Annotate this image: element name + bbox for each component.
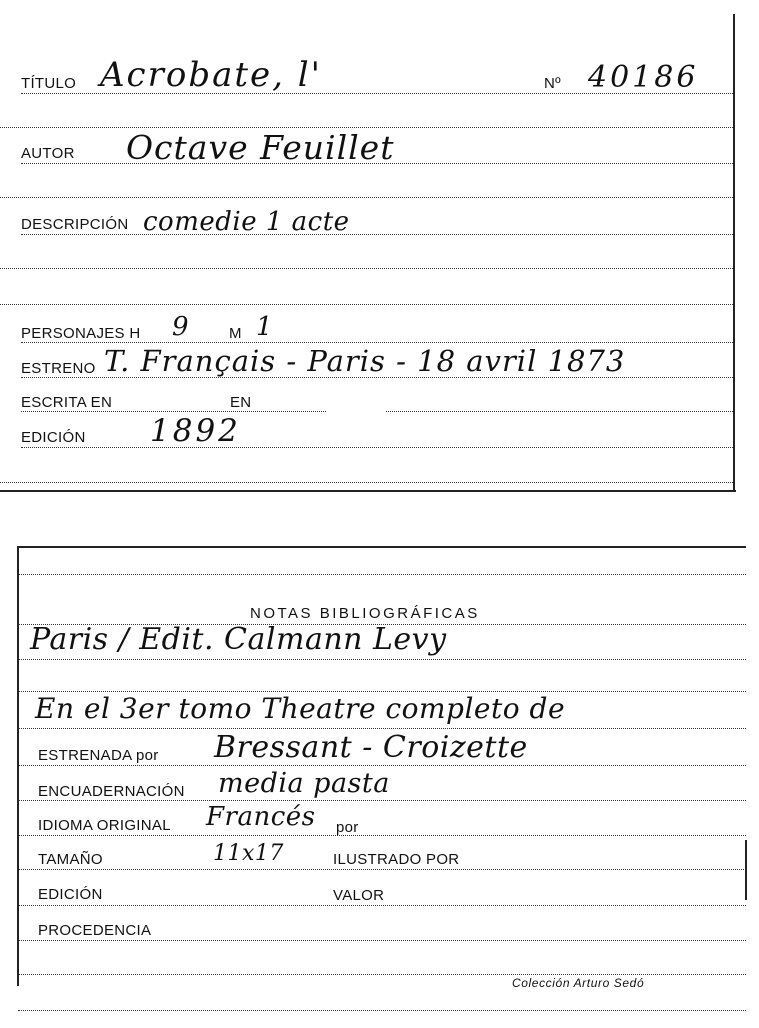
encuadernacion-value: media pasta <box>218 768 390 799</box>
dotted-rule <box>18 905 746 906</box>
estreno-value: T. Français - Paris - 18 avril 1873 <box>104 344 626 378</box>
personajes-h-value: 9 <box>172 312 190 342</box>
dotted-rule <box>21 234 733 235</box>
ilustrado-label: ILUSTRADO POR <box>333 851 460 868</box>
edicion-value: 1892 <box>150 413 241 449</box>
card-left-border <box>17 546 19 986</box>
note-line-2: En el 3er tomo Theatre completo de <box>35 692 566 725</box>
numero-label: Nº <box>544 75 561 92</box>
dotted-rule <box>386 411 733 412</box>
edicion-label: EDICIÓN <box>21 429 86 446</box>
estrenada-value: Bressant - Croizette <box>214 730 528 765</box>
edicion2-label: EDICIÓN <box>38 886 103 903</box>
dotted-rule <box>18 835 746 836</box>
dotted-rule <box>18 940 746 941</box>
dotted-rule <box>18 659 746 660</box>
titulo-value: Acrobate, l' <box>100 55 322 95</box>
card-bottom-border <box>0 490 736 492</box>
dotted-rule <box>21 163 733 164</box>
personajes-m-label: M <box>229 325 242 342</box>
valor-label: VALOR <box>333 887 385 904</box>
dotted-rule <box>21 93 733 94</box>
encuadernacion-label: ENCUADERNACIÓN <box>38 783 185 800</box>
dotted-rule <box>18 728 746 729</box>
personajes-m-value: 1 <box>256 312 274 342</box>
dotted-rule <box>0 268 733 269</box>
card-right-border <box>745 840 747 900</box>
estreno-label: ESTRENO <box>21 360 96 377</box>
dotted-rule <box>0 482 733 483</box>
autor-label: AUTOR <box>21 145 75 162</box>
dotted-rule <box>0 304 733 305</box>
tamano-label: TAMAÑO <box>38 851 103 868</box>
dotted-rule <box>21 342 733 343</box>
numero-value: 40186 <box>588 60 699 95</box>
dotted-rule <box>21 411 326 412</box>
catalog-card-top <box>0 0 736 492</box>
card-top-border <box>18 546 746 548</box>
dotted-rule <box>18 974 746 975</box>
dotted-rule <box>18 574 746 575</box>
dotted-rule <box>0 197 733 198</box>
escrita-label: ESCRITA EN <box>21 394 113 411</box>
titulo-label: TÍTULO <box>21 75 77 92</box>
descripcion-label: DESCRIPCIÓN <box>21 216 129 233</box>
coleccion-footer: Colección Arturo Sedó <box>512 976 645 990</box>
dotted-rule <box>18 800 746 801</box>
procedencia-label: PROCEDENCIA <box>38 922 152 939</box>
idioma-label: IDIOMA ORIGINAL <box>38 817 171 834</box>
autor-value: Octave Feuillet <box>126 128 395 167</box>
idioma-por-label: por <box>336 819 359 836</box>
card-right-border <box>733 14 735 490</box>
idioma-value: Francés <box>206 802 316 832</box>
personajes-h-label: PERSONAJES H <box>21 325 141 342</box>
escrita-en-label: EN <box>230 394 252 411</box>
dotted-rule <box>21 377 733 378</box>
dotted-rule <box>18 1010 746 1011</box>
estrenada-label: ESTRENADA por <box>38 747 159 764</box>
descripcion-value: comedie 1 acte <box>143 207 350 237</box>
tamano-value: 11x17 <box>213 841 284 866</box>
notas-heading: NOTAS BIBLIOGRÁFICAS <box>250 605 480 622</box>
dotted-rule <box>21 447 733 448</box>
catalog-card-bottom <box>0 540 745 1028</box>
note-line-1: Paris / Edit. Calmann Levy <box>30 622 447 657</box>
dotted-rule <box>18 765 746 766</box>
dotted-rule <box>18 869 746 870</box>
